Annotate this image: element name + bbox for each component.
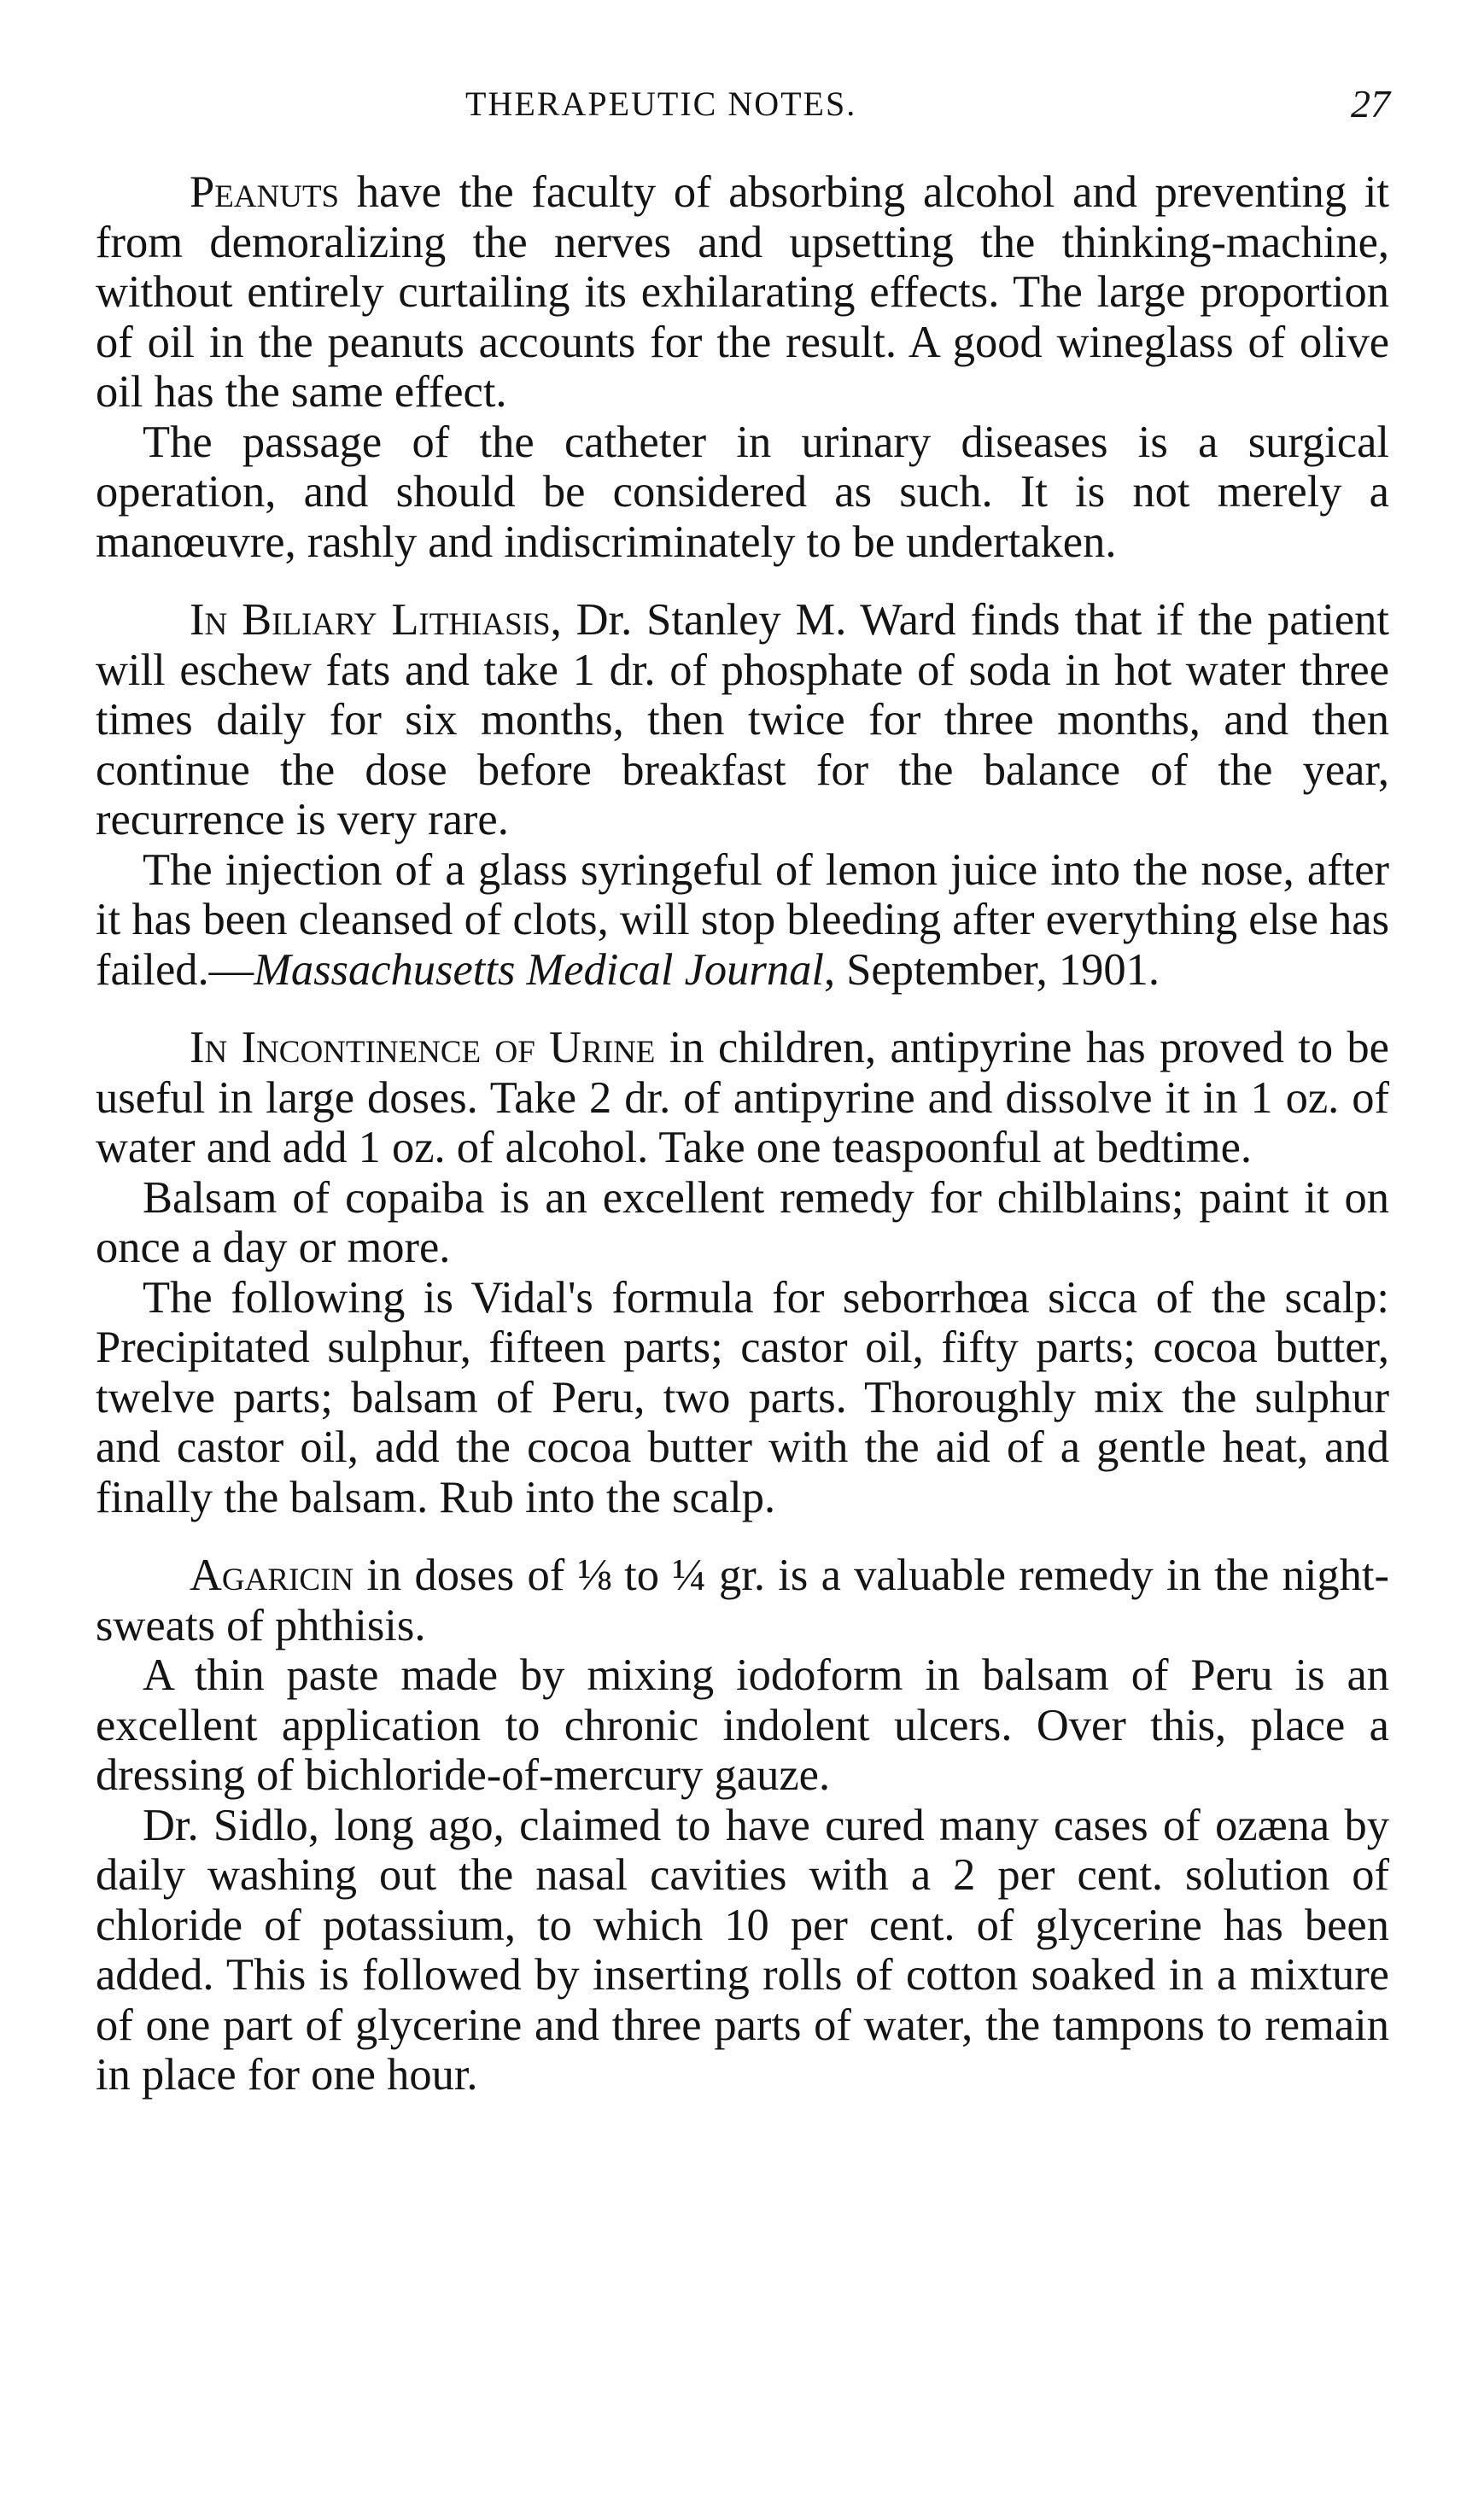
paragraph-catheter [96, 418, 1389, 568]
paragraph-text: The injection of a glass syringeful of lemon juice into the nose, after it has been cleansed of clots, will stop bleeding after everything else has failed.— [96, 844, 1389, 995]
running-title: THERAPEUTIC NOTES. [465, 85, 857, 123]
paragraph-text: The passage of the catheter in urinary diseases is a surgical operation, and should be considered as such. It is not merely a manœuvre, rashly and indiscriminately to be undertaken. [96, 417, 1389, 567]
paragraph-lead: In Biliary Lithiasis, [190, 595, 562, 645]
paragraph-text: in doses of ⅛ to ¼ gr. is a valuable remedy in the night-sweats of phthisis. [96, 1551, 1389, 1650]
paragraph-lead: Peanuts [190, 167, 340, 217]
running-head [0, 79, 1484, 130]
paragraph-text: in children, antipyrine has proved to be useful in large doses. Take 2 dr. of antipyrine and dissolve it in 1 oz. of water and add 1 oz. of alcohol. Take one teaspoonful at bedtime. [96, 1023, 1389, 1172]
journal-citation: Massachusetts Medical Journal [254, 944, 824, 995]
paragraph-biliary-lithiasis [96, 595, 1389, 845]
paragraph-lemon-juice [96, 845, 1389, 996]
paragraph-text: The following is Vidal's formula for seborrhœa sicca of the scalp: Precipitated sulphur, fifteen parts; castor oil, fifty parts; cocoa butter, twelve parts; balsam of Peru, two parts. Thoroughly mix the sulphur and castor oil, add the cocoa butter with the aid of a gentle heat, and finally the balsam. Rub into the scalp. [96, 1272, 1389, 1522]
paragraph-incontinence [96, 1023, 1389, 1173]
paragraph-ozaena [96, 1801, 1389, 2100]
paragraph-text: Dr. Sidlo, long ago, claimed to have cured many cases of ozæna by daily washing out the nasal cavities with a 2 per cent. solution of chloride of potassium, to which 10 per cent. of glycerine has been added. This is followed by inserting rolls of cotton soaked in a mixture of one part of glycerine and three parts of water, the tampons to remain in place for one hour. [96, 1800, 1389, 2100]
paragraph-text: Dr. Stanley M. Ward finds that if the patient will eschew fats and take 1 dr. of phosphate of soda in hot water three times daily for six months, then twice for three months, and then continue the dose before breakfast for the balance of the year, recurrence is very rare. [96, 595, 1389, 844]
paragraph-copaiba [96, 1173, 1389, 1273]
paragraph-iodoform-paste [96, 1650, 1389, 1801]
paragraph-peanuts [96, 167, 1389, 418]
page-number: 27 [1351, 82, 1390, 126]
paragraph-lead: Agaricin [190, 1551, 354, 1600]
paragraph-text: Balsam of copaiba is an excellent remedy for chilblains; paint it on once a day or more. [96, 1172, 1389, 1272]
paragraph-agaricin [96, 1551, 1389, 1650]
paragraph-vidal-formula [96, 1273, 1389, 1523]
body-text [96, 167, 1389, 2100]
citation-date: , September, 1901. [823, 944, 1160, 995]
paragraph-text: A thin paste made by mixing iodoform in balsam of Peru is an excellent application to chronic indolent ulcers. Over this, place a dressing of bichloride-of-mercury gauze. [96, 1650, 1389, 1800]
paragraph-lead: In Incontinence of Urine [190, 1023, 656, 1072]
paragraph-text: have the faculty of absorbing alcohol and preventing it from demoralizing the nerves and upsetting the thinking-machine, without entirely curtailing its exhilarating effects. The large proportion of oil in the peanuts accounts for the result. A good wineglass of olive oil has the same effect. [96, 167, 1389, 417]
